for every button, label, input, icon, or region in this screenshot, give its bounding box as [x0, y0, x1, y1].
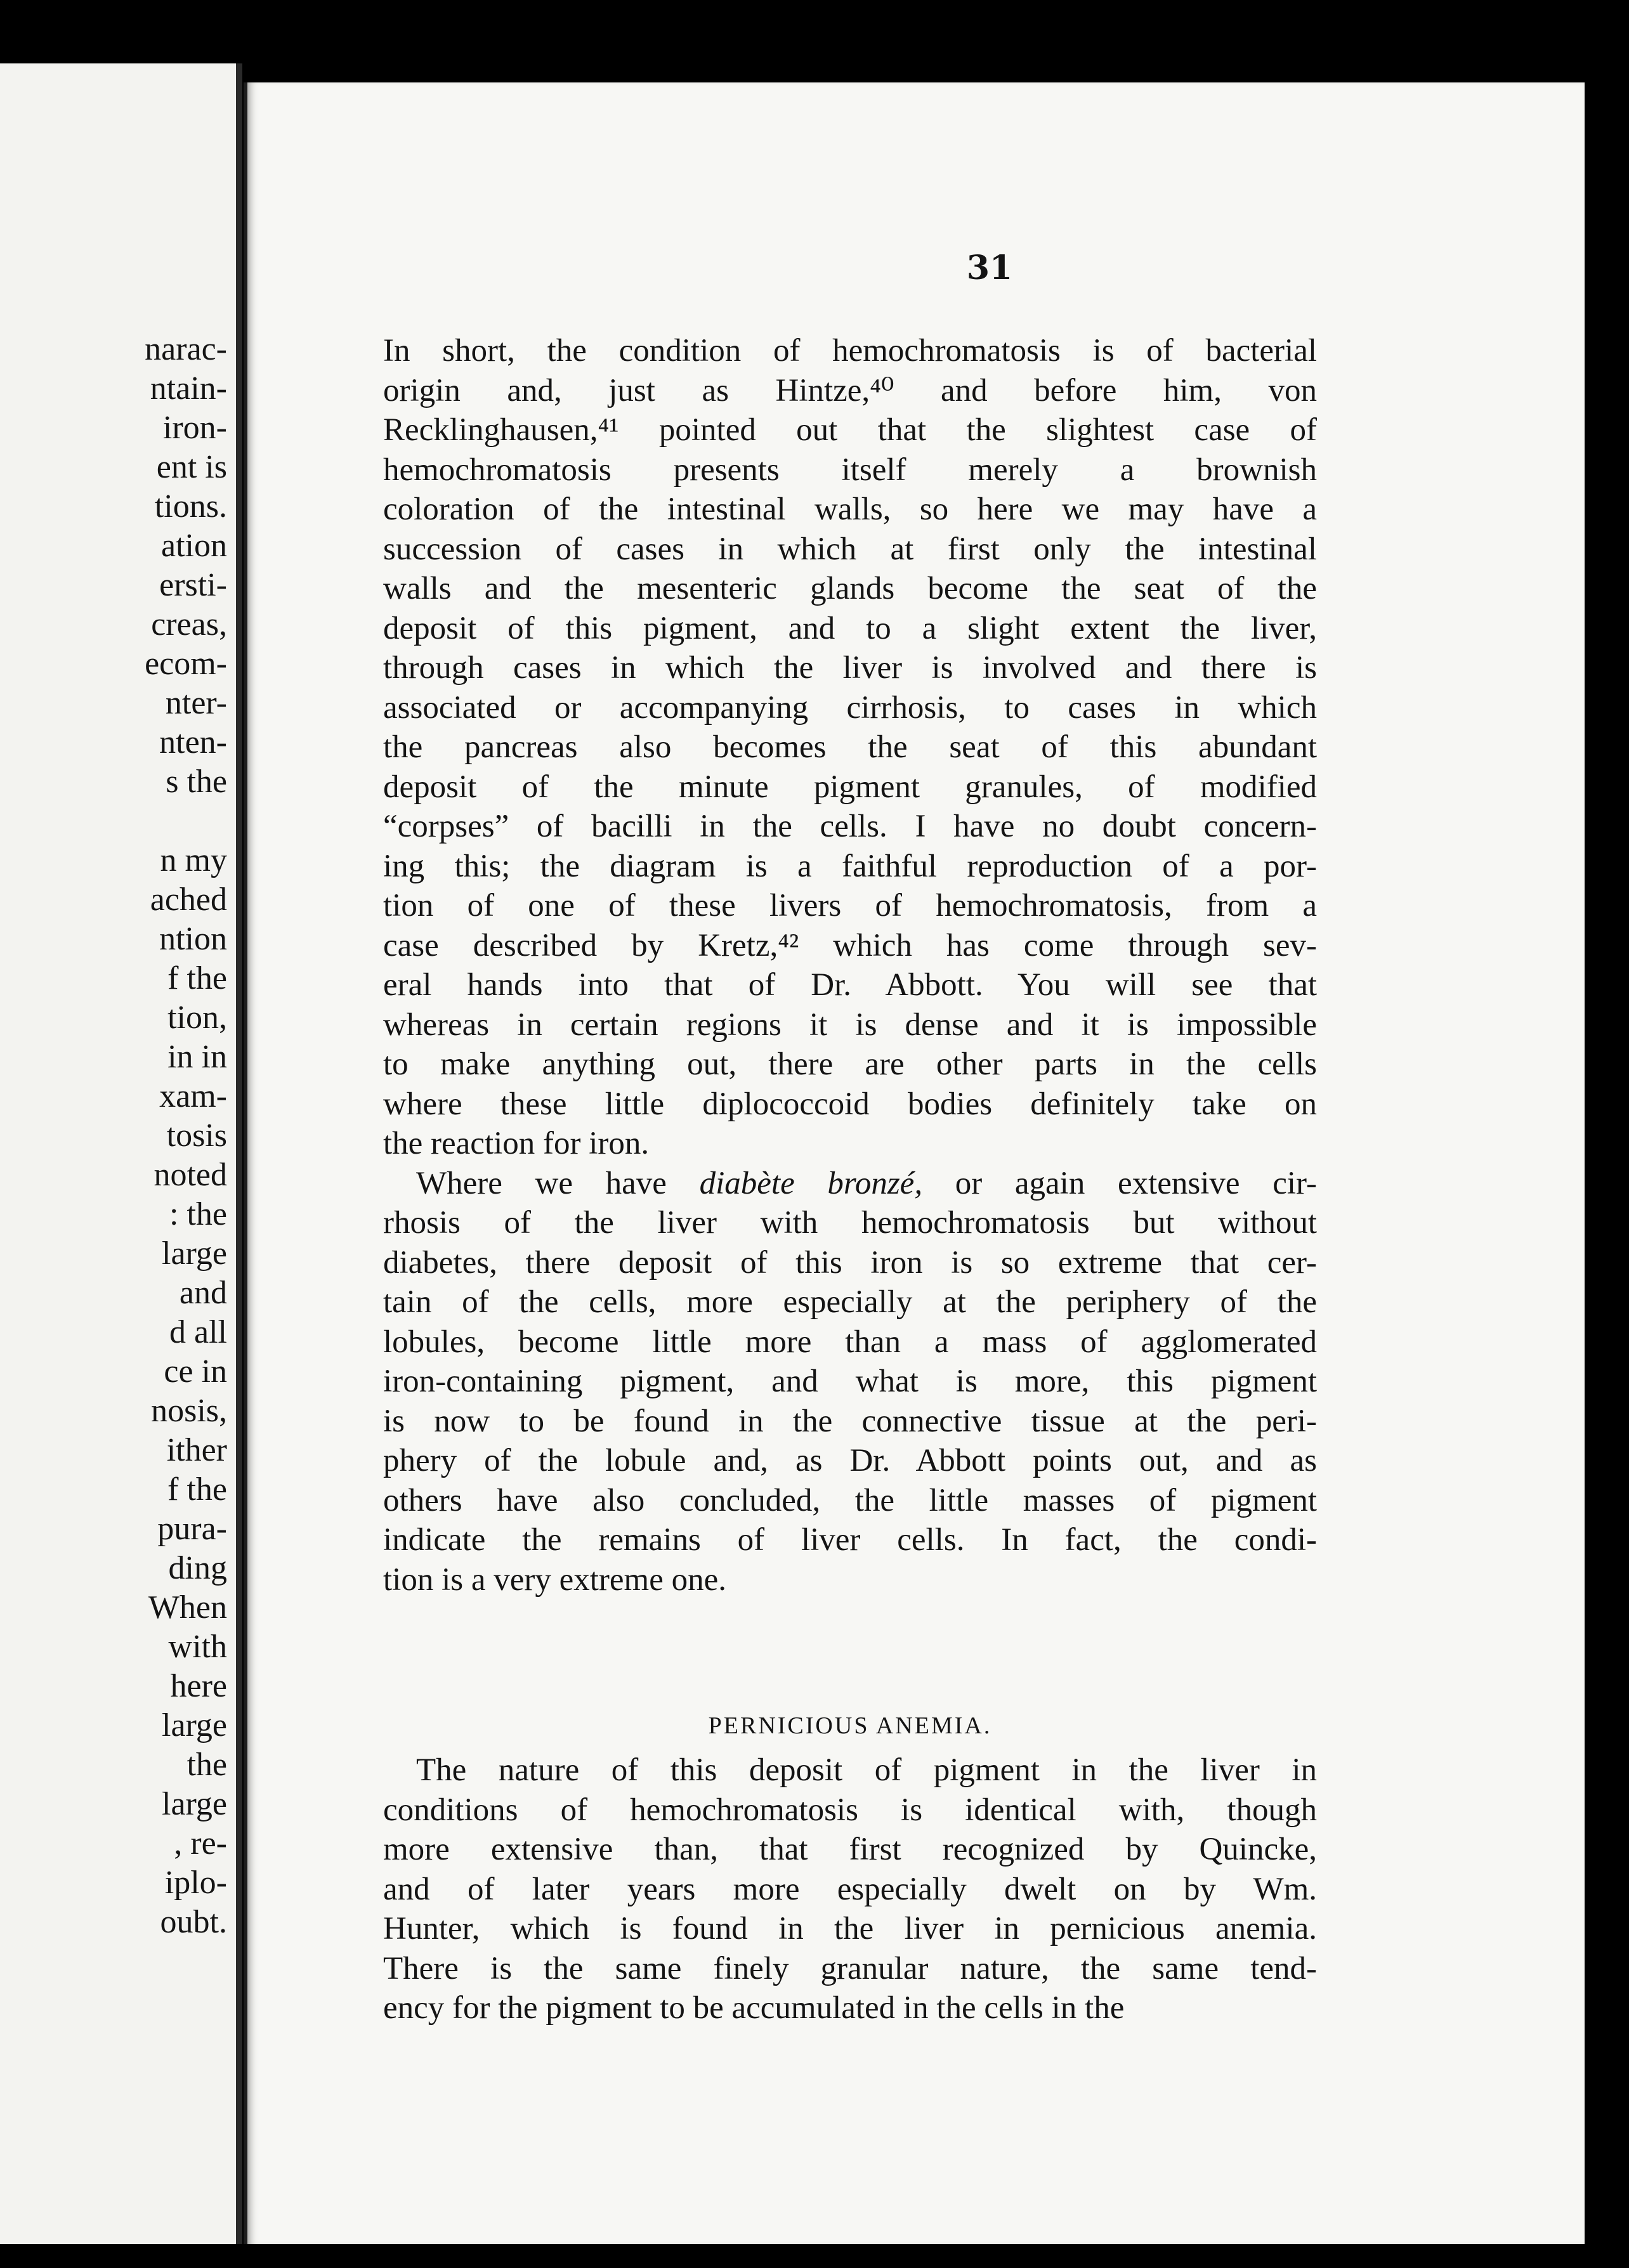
text-run: Where we have	[416, 1165, 700, 1201]
text-line: coloration of the intestinal walls, so here we may have a	[383, 492, 1317, 527]
left-page-line: with	[168, 1629, 227, 1665]
left-page-line: noted	[154, 1157, 227, 1193]
text-line: through cases in which the liver is involved and there is	[383, 650, 1317, 686]
right-page	[244, 82, 1585, 2244]
text-line: tain of the cells, more especially at the periphery of the	[383, 1284, 1317, 1320]
text-line: There is the same finely granular nature, the same tend-	[383, 1950, 1317, 1986]
left-page-line: ation	[161, 528, 227, 564]
text-line: Hunter, which is found in the liver in pernicious anemia.	[383, 1911, 1317, 1946]
left-page-line: f the	[167, 1471, 227, 1508]
text-line: In short, the condition of hemochromatosis is of bacterial	[383, 333, 1317, 368]
text-line: walls and the mesenteric glands become the seat of the	[383, 571, 1317, 606]
left-page-line: ersti-	[159, 567, 227, 603]
left-page-line: pura-	[157, 1511, 227, 1547]
left-page-line: ent is	[156, 449, 227, 485]
text-line: iron-containing pigment, and what is more, this pigment	[383, 1364, 1317, 1399]
text-line: hemochromatosis presents itself merely a brownish	[383, 452, 1317, 488]
text-line: deposit of the minute pigment granules, of modified	[383, 769, 1317, 805]
left-page-line: tion,	[167, 1000, 227, 1036]
text-line: rhosis of the liver with hemochromatosis but without	[383, 1205, 1317, 1241]
left-page-line: ce in	[164, 1353, 227, 1390]
left-page-line: iplo-	[164, 1865, 227, 1901]
text-line: whereas in certain regions it is dense and it is impossible	[383, 1007, 1317, 1043]
left-page-line: : the	[169, 1196, 227, 1232]
text-line: “corpses” of bacilli in the cells. I have no doubt concern-	[383, 809, 1317, 844]
left-page-line: ither	[166, 1432, 227, 1468]
text-line: where these little diplococcoid bodies definitely take on	[383, 1086, 1317, 1122]
left-page-line: large	[162, 1235, 227, 1272]
left-page-line: iron-	[162, 410, 227, 446]
text-line: to make anything out, there are other parts in the cells	[383, 1046, 1317, 1082]
text-line	[383, 1164, 1317, 1204]
left-facing-page	[0, 63, 242, 2244]
text-line: more extensive than, that first recognized by Quincke,	[383, 1832, 1317, 1867]
text-line: others have also concluded, the little masses of pigment	[383, 1482, 1317, 1518]
left-page-line: tosis	[166, 1118, 227, 1154]
italic-term: diabète bronzé,	[699, 1165, 923, 1201]
paragraph-1	[383, 331, 1317, 1164]
text-line: tion is a very extreme one.	[383, 1561, 726, 1598]
left-page-line: ecom-	[145, 646, 227, 682]
left-page-line: f the	[167, 960, 227, 996]
text-line: diabetes, there deposit of this iron is so extreme that cer-	[383, 1244, 1317, 1281]
body-text-lower	[383, 1750, 1317, 2028]
left-page-line: creas,	[151, 606, 227, 642]
left-page-line: large	[162, 1707, 227, 1743]
left-page-line: xam-	[159, 1078, 227, 1114]
text-line: deposit of this pigment, and to a slight extent the liver,	[383, 610, 1317, 646]
text-line: ing this; the diagram is a faithful reproduction of a por-	[383, 848, 1317, 884]
left-page-line: s the	[166, 764, 227, 800]
left-page-line: When	[148, 1589, 227, 1626]
text-line: lobules, become little more than a mass of agglomerated	[383, 1324, 1317, 1360]
left-page-line: in in	[167, 1039, 227, 1075]
left-page-line: narac-	[145, 331, 227, 367]
left-page-line: large	[162, 1786, 227, 1822]
text-line: associated or accompanying cirrhosis, to cases in which	[383, 689, 1317, 726]
text-line: case described by Kretz,⁴² which has come through sev-	[383, 927, 1317, 963]
left-page-line: here	[170, 1668, 227, 1704]
left-page-line: ntain-	[150, 370, 227, 407]
left-page-line: ding	[168, 1550, 227, 1586]
section-heading: PERNICIOUS ANEMIA.	[708, 1712, 992, 1739]
left-page-line: n my	[160, 842, 227, 878]
text-run: or again extensive cir-	[922, 1165, 1317, 1201]
left-page-line: the	[186, 1747, 227, 1783]
text-line: tion of one of these livers of hemochromatosis, from a	[383, 888, 1317, 923]
text-line: the reaction for iron.	[383, 1126, 650, 1161]
text-line: The nature of this deposit of pigment in the liver in	[416, 1752, 1317, 1788]
paragraph-2	[383, 1164, 1317, 1600]
left-page-line: oubt.	[160, 1904, 227, 1940]
text-line: the pancreas also becomes the seat of this abundant	[383, 729, 1317, 765]
text-line: conditions of hemochromatosis is identical with, though	[383, 1792, 1317, 1828]
left-page-line: nosis,	[151, 1393, 227, 1429]
text-line: and of later years more especially dwelt on by Wm.	[383, 1871, 1317, 1907]
left-page-line: d all	[169, 1314, 227, 1350]
paragraph-3	[383, 1750, 1317, 2028]
left-page-line: nter-	[165, 685, 227, 721]
left-page-line: and	[179, 1275, 227, 1311]
text-line: ency for the pigment to be accumulated in the cells in the	[383, 1990, 1125, 2026]
text-line: phery of the lobule and, as Dr. Abbott points out, and as	[383, 1443, 1317, 1478]
text-line: Recklinghausen,⁴¹ pointed out that the slightest case of	[383, 412, 1317, 448]
body-text-upper	[383, 331, 1317, 1600]
text-line: succession of cases in which at first only the intestinal	[383, 531, 1317, 567]
left-page-line: tions.	[154, 488, 227, 525]
page-number: 31	[966, 249, 1013, 287]
left-page-line: ntion	[159, 921, 227, 957]
text-line: origin and, just as Hintze,⁴⁰ and before him, von	[383, 372, 1317, 408]
text-line: eral hands into that of Dr. Abbott. You will see that	[383, 967, 1317, 1003]
text-line: is now to be found in the connective tissue at the peri-	[383, 1403, 1317, 1439]
left-page-line: , re-	[174, 1825, 227, 1861]
left-page-line: nten-	[159, 724, 227, 760]
left-page-line: ached	[150, 882, 227, 918]
text-line: indicate the remains of liver cells. In fact, the condi-	[383, 1522, 1317, 1558]
